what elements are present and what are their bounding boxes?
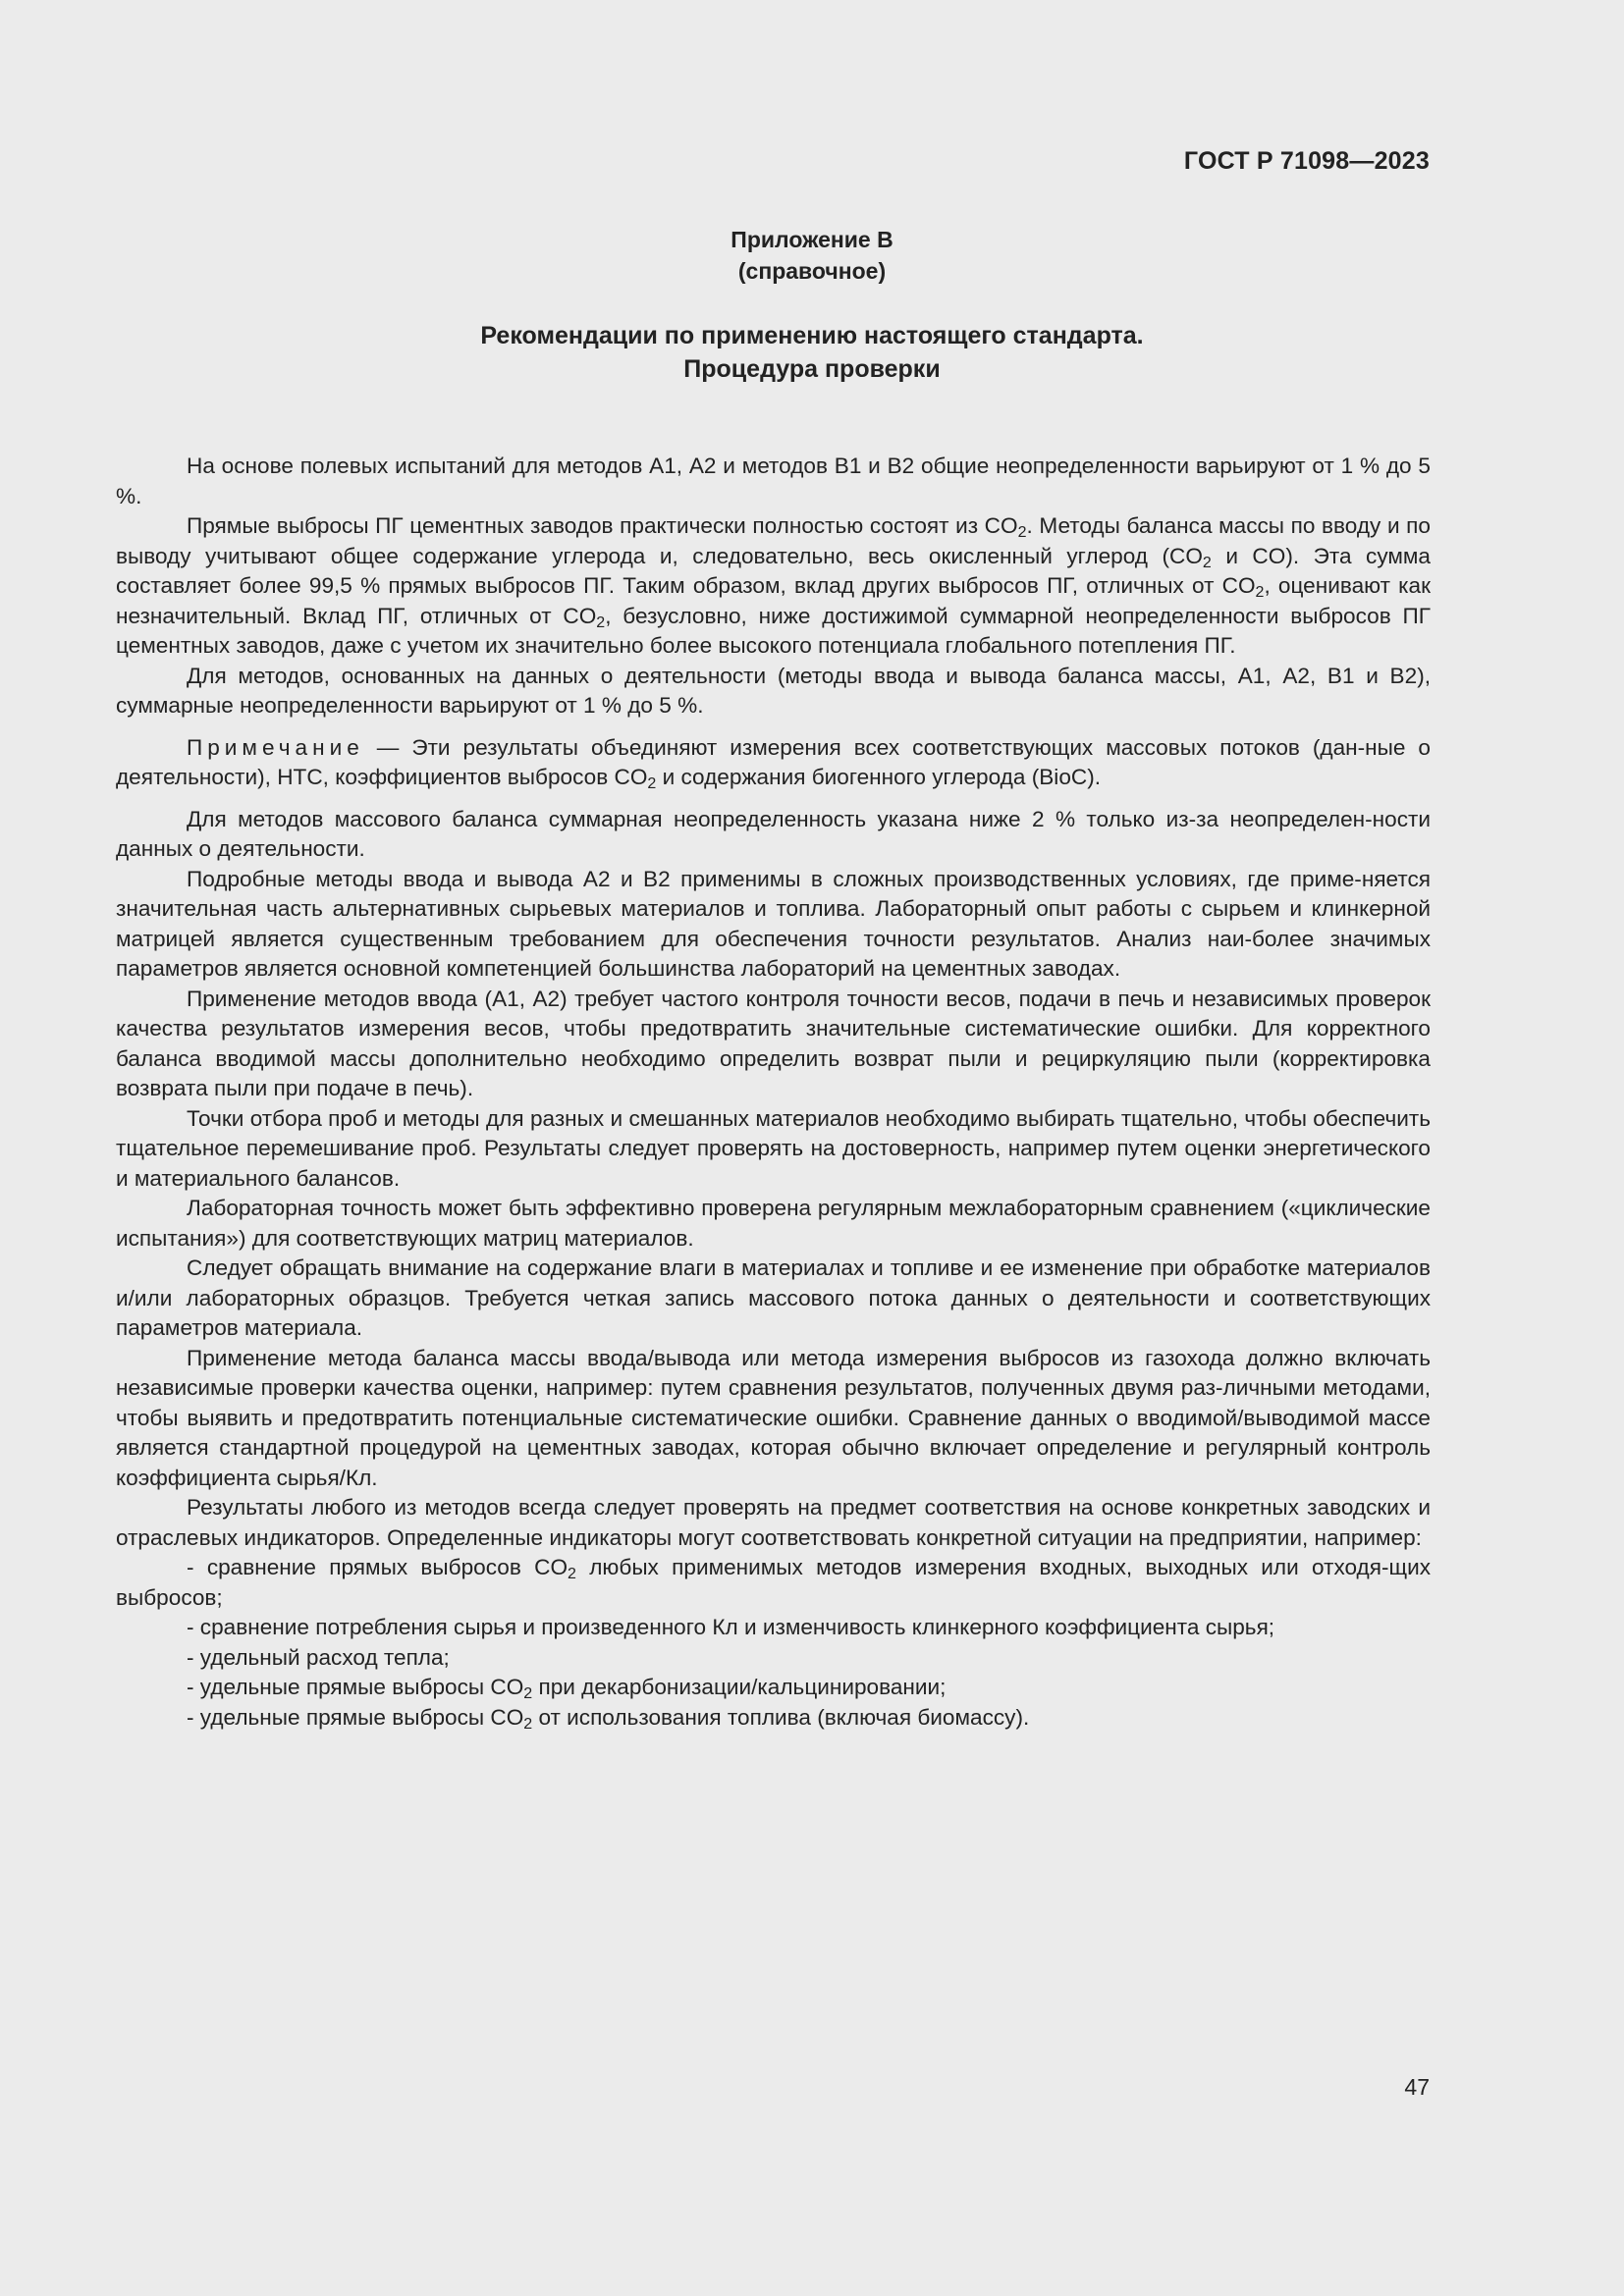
- paragraph-text: Лабораторная точность может быть эффективно проверена регулярным межлабораторным сравнением («циклические испытания») для соответствующих матриц материалов.: [116, 1196, 1431, 1251]
- subscript: 2: [568, 1566, 576, 1582]
- document-id: ГОСТ Р 71098—2023: [1183, 147, 1430, 175]
- paragraph-text: Применение методов ввода (А1, А2) требует частого контроля точности весов, подачи в печь и независимых проверок качества результатов измерения весов, чтобы предотвратить значительные систематические ошибки. Для корректного баланса вводимой массы дополнительно необходимо определить возврат пыли и рециркуляцию пыли (корректировка возврата пыли при подаче в печь).: [116, 986, 1431, 1100]
- paragraph-text: , оценивают как незначительный. Вклад ПГ, отличных от CO: [116, 573, 1431, 628]
- paragraph-text: Точки отбора проб и методы для разных и смешанных материалов необходимо выбирать тщательно, чтобы обеспечить тщательное перемешивание проб. Результаты следует проверять на достоверность, например путем оценки энергетического и материального балансов.: [116, 1105, 1431, 1191]
- paragraph-text: Следует обращать внимание на содержание влаги в материалах и топливе и ее изменение при обработке материалов и/или лабораторных образцов. Требуется четкая запись массового потока данных о деятельности и соответствующих параметров материала.: [116, 1255, 1431, 1340]
- paragraph: [116, 985, 1431, 1104]
- list-item-text: при декарбонизации/кальцинировании;: [532, 1675, 947, 1699]
- paragraph-text: Применение метода баланса массы ввода/вывода или метода измерения выбросов из газохода должно включать независимые проверки качества оценки, например: путем сравнения результатов, полученных двумя раз-личными методами, чтобы выявить и предотвратить потенциальные систематические ошибки. Сравнение данных о вводимой/выводимой массе является стандартной процедурой на цементных заводах, которая обычно включает определение и регулярный контроль коэффициента сырья/Кл.: [116, 1345, 1431, 1490]
- subscript: 2: [523, 1715, 533, 1733]
- paragraph: [116, 805, 1431, 865]
- list-item: [116, 1553, 1431, 1613]
- list-item-text: - сравнение прямых выбросов CO: [187, 1555, 568, 1579]
- paragraph-text: и CO). Эта сумма составляет более 99,5 % прямых выбросов ПГ. Таким образом, вклад других выбросов ПГ, отличных от CO: [116, 543, 1431, 598]
- paragraph-text: На основе полевых испытаний для методов А1, А2 и методов В1 и В2 общие неопределенности варьируют от 1 % до 5 %.: [116, 454, 1431, 508]
- note-label: Примечание: [187, 734, 364, 760]
- subscript: 2: [596, 614, 606, 631]
- paragraph-text: Подробные методы ввода и вывода А2 и В2 применимы в сложных производственных условиях, где приме-няется значительная часть альтернативных сырьевых материалов и топлива. Лабораторный опыт работы с сырьем и клинкерной матрицей является существенным требованием для обеспечения точности результатов. Анализ наи-более значимых параметров является основной компетенцией большинства лабораторий на цементных заводах.: [116, 866, 1431, 981]
- paragraph-text: , безусловно, ниже достижимой суммарной неопределенности выбросов ПГ цементных заводов, даже с учетом их значительно более высокого потенциала глобального потепления ПГ.: [116, 603, 1431, 658]
- subscript: 2: [523, 1685, 533, 1702]
- paragraph: [116, 662, 1431, 721]
- paragraph-text: Для методов массового баланса суммарная неопределенность указана ниже 2 % только из-за неопределен-ности данных о деятельности.: [116, 806, 1431, 861]
- subscript: 2: [1202, 554, 1212, 571]
- paragraph-text: Прямые выбросы ПГ цементных заводов практически полностью состоят из CO: [187, 513, 1018, 538]
- list-item: [116, 1643, 1431, 1674]
- paragraph-text: Результаты любого из методов всегда следует проверять на предмет соответствия на основе конкретных заводских и отраслевых индикаторов. Определенные индикаторы могут соответствовать конкретной ситуации на предприятии, например:: [116, 1495, 1431, 1550]
- paragraph: [116, 1254, 1431, 1344]
- list-item-text: от использования топлива (включая биомассу).: [532, 1704, 1030, 1730]
- list-item: [116, 1703, 1431, 1734]
- subscript: 2: [1017, 524, 1027, 541]
- paragraph: [116, 1104, 1431, 1195]
- subscript: 2: [647, 775, 657, 792]
- list-item-text: любых применимых методов измерения входных, выходных или отходя-щих выбросов;: [116, 1555, 1431, 1610]
- paragraph: [116, 511, 1431, 662]
- list-item-text: - сравнение потребления сырья и произведенного Кл и изменчивость клинкерного коэффициента сырья;: [187, 1615, 1275, 1639]
- page-number: 47: [1404, 2074, 1430, 2100]
- paragraph-text: Для методов, основанных на данных о деятельности (методы ввода и вывода баланса массы, А1, А2, В1 и В2), суммарные неопределенности варьируют от 1 % до 5 %.: [116, 663, 1431, 718]
- section-heading-line1: Рекомендации по применению настоящего стандарта.: [480, 322, 1144, 349]
- list-item: [116, 1613, 1431, 1643]
- section-heading-line2: Процедура проверки: [683, 355, 941, 383]
- note-text: и содержания биогенного углерода (BioC).: [656, 765, 1102, 789]
- annex-title: Приложение В: [731, 227, 893, 252]
- paragraph: [116, 452, 1431, 511]
- paragraph-text: . Методы баланса массы по вводу и по выводу учитывают общее содержание углерода и, следовательно, весь окисленный углерод (CO: [116, 513, 1431, 568]
- paragraph: [116, 1194, 1431, 1254]
- list-item-text: - удельные прямые выбросы CO: [187, 1704, 524, 1730]
- subscript: 2: [1255, 584, 1265, 601]
- paragraph: [116, 1493, 1431, 1553]
- list-item: [116, 1673, 1431, 1703]
- paragraph: [116, 865, 1431, 985]
- note: [116, 733, 1431, 793]
- note-text: — Эти результаты объединяют измерения всех соответствующих массовых потоков (дан-ные о деятельности), НТС, коэффициентов выбросов CO: [116, 734, 1431, 789]
- paragraph: [116, 1344, 1431, 1494]
- list-item-text: - удельный расход тепла;: [187, 1644, 450, 1670]
- body-text: [116, 452, 1431, 1733]
- annex-kind: (справочное): [737, 258, 887, 284]
- list-item-text: - удельные прямые выбросы CO: [187, 1675, 524, 1699]
